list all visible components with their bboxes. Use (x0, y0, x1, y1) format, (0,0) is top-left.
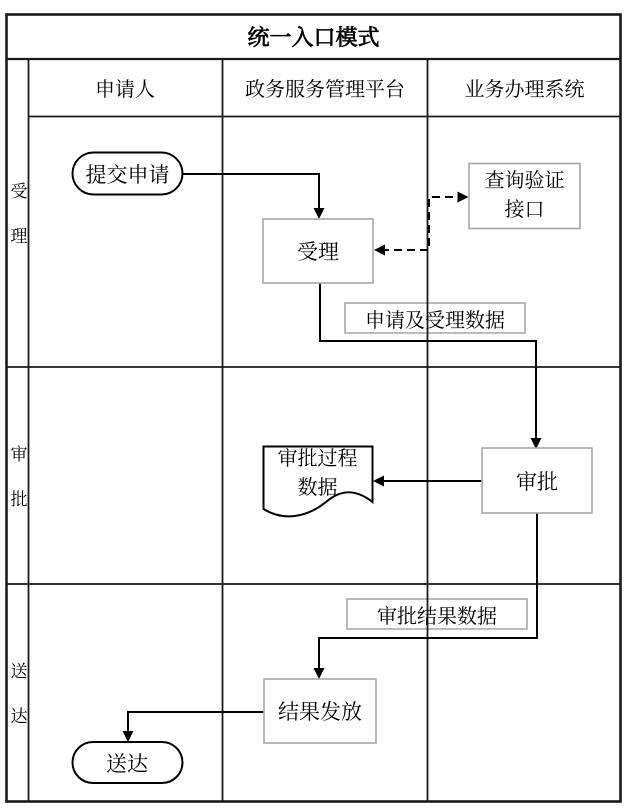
lane-label-cell-deliver (6, 584, 28, 802)
diagram-title: 统一入口模式 (247, 25, 380, 50)
lane-label-cell-accept (6, 59, 28, 367)
lane-label-approve: 审批 (7, 444, 27, 535)
column-header-applicant: 申请人 (95, 79, 155, 101)
query-interface-line2: 接口 (504, 199, 545, 221)
process-data-line1: 审批过程 (277, 448, 358, 470)
column-header-business-system: 业务办理系统 (464, 79, 585, 101)
lane-label-accept: 受理 (7, 182, 27, 272)
lane-label-deliver: 送达 (7, 662, 27, 752)
edge-label-application-acceptance-data: 申请及受理数据 (365, 309, 505, 332)
connector-resultissue-to-deliver (128, 712, 264, 732)
query-interface-node-label (469, 163, 580, 229)
arrowhead-into-processdata (373, 476, 384, 487)
process-data-doc-label (263, 444, 372, 504)
arrowhead-into-accept-dashed (374, 245, 385, 256)
result-issue-node-label: 结果发放 (278, 701, 362, 724)
submit-node-label: 提交申请 (85, 163, 170, 187)
arrowhead-into-resultissue (314, 668, 325, 679)
query-interface-line1: 查询验证 (484, 170, 565, 192)
arrowhead-into-deliver (123, 731, 134, 742)
connector-accept-query-dashed (381, 197, 459, 250)
lane-label-cell-approve (6, 367, 28, 584)
arrowhead-into-accept (314, 208, 325, 219)
column-header-gov-service-platform: 政务服务管理平台 (245, 79, 405, 101)
edge-label-approval-result-data: 审批结果数据 (377, 605, 497, 628)
connector-submit-to-accept (183, 174, 319, 208)
approve-node-label: 审批 (516, 470, 558, 494)
arrowhead-into-query-interface (458, 192, 469, 203)
accept-node-label: 受理 (297, 241, 339, 264)
deliver-node-label: 送达 (106, 752, 148, 776)
process-data-line2: 数据 (297, 477, 338, 499)
